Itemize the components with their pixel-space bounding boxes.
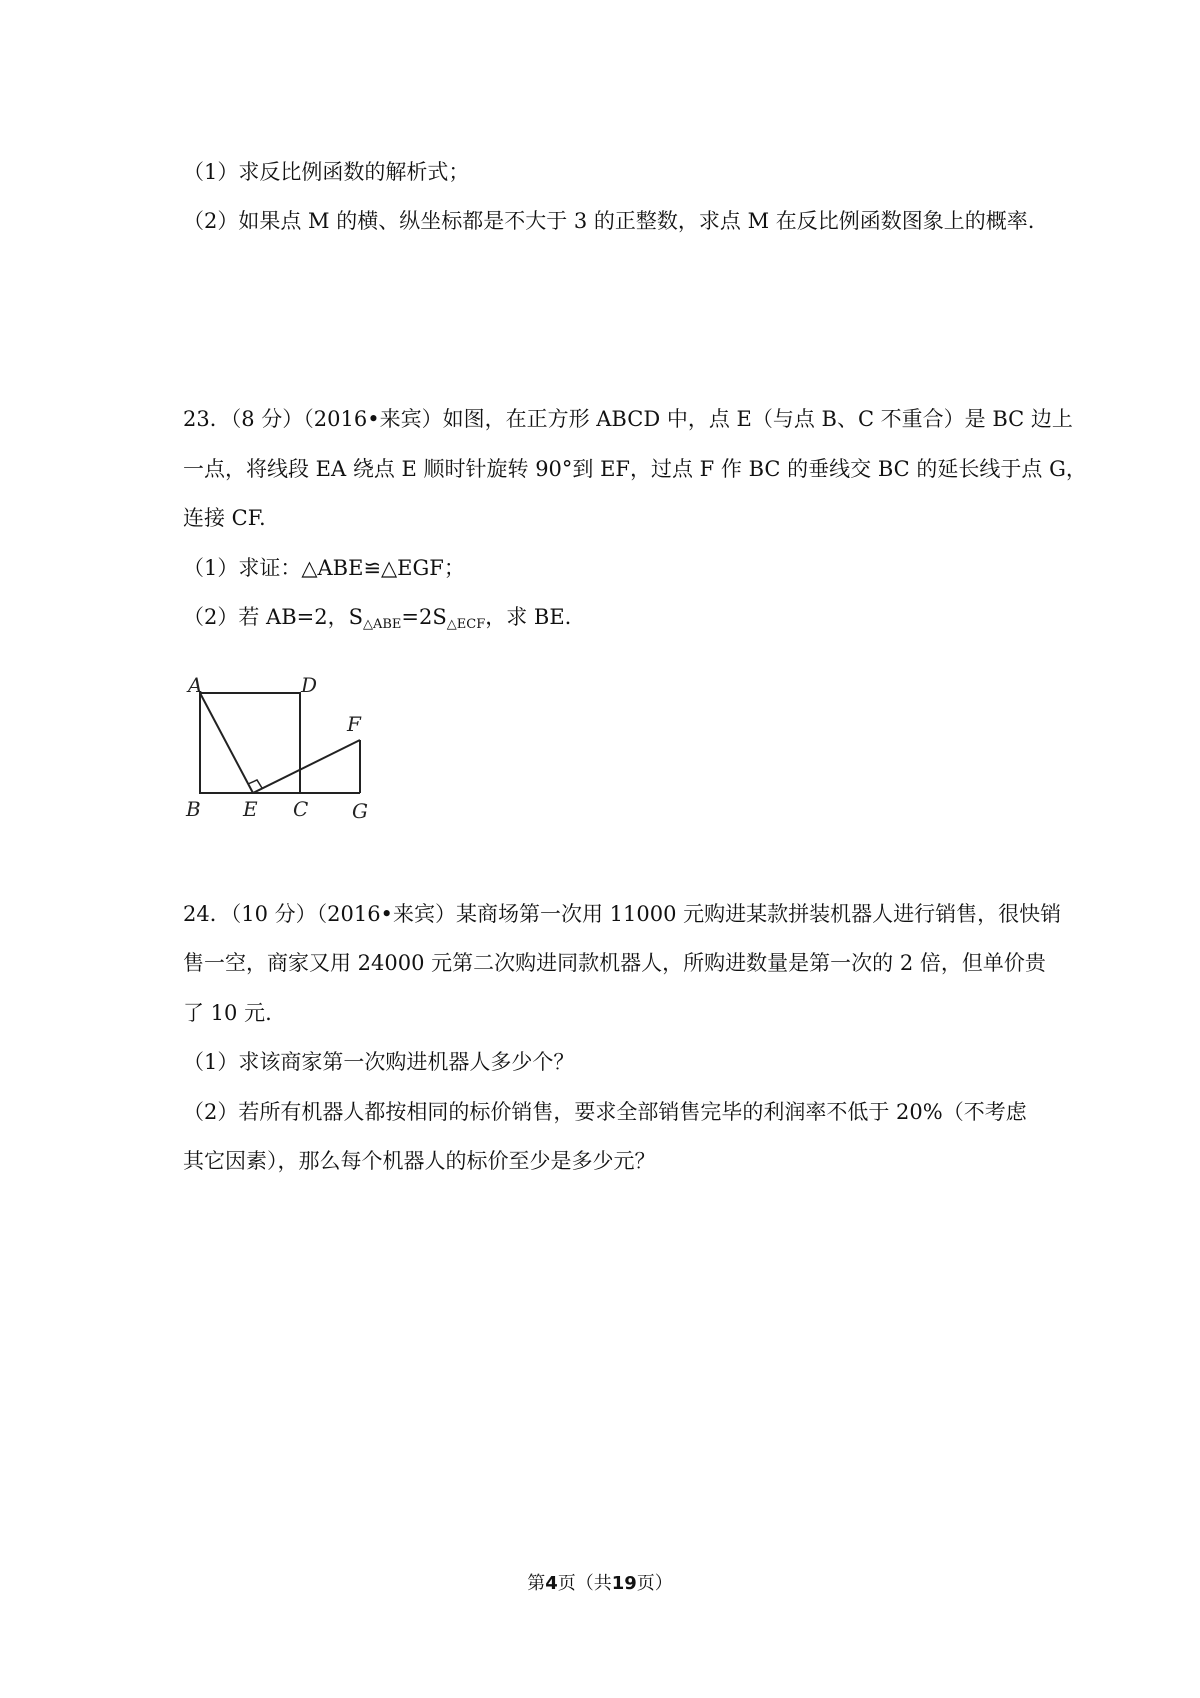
label-g: G [352, 799, 368, 820]
q24-part2-line2: 其它因素），那么每个机器人的标价至少是多少元？ [183, 1149, 656, 1173]
q23-part2 [183, 603, 571, 639]
label-d: D [301, 673, 318, 697]
footer-middle: 页（共 [557, 1573, 612, 1594]
footer-page-number: 4 [545, 1573, 558, 1594]
q23-part1: （1）求证：△ABE≌△EGF； [183, 556, 465, 580]
q22-part2: （2）如果点 M 的横、纵坐标都是不大于 3 的正整数，求点 M 在反比例函数图象上的概率. [183, 209, 1035, 233]
q24-stem-line2: 售一空，商家又用 24000 元第二次购进同款机器人，所购进数量是第一次的 2 倍，但单价贵 [183, 951, 1046, 975]
q23-stem-line1: 23．（8 分）（2016•来宾）如图，在正方形 ABCD 中，点 E（与点 B、C 不重合）是 BC 边上 [183, 407, 1073, 431]
q24-stem-line3: 了 10 元. [183, 1001, 272, 1025]
footer-suffix: 页） [636, 1573, 673, 1594]
geometry-figure [180, 670, 400, 820]
q23-stem-line2: 一点，将线段 EA 绕点 E 顺时针旋转 90°到 EF，过点 F 作 BC 的垂线交 BC 的延长线于点 G， [183, 457, 1087, 481]
q23-part2-suffix: ，求 BE. [485, 605, 572, 629]
label-f: F [347, 712, 361, 736]
label-c: C [293, 797, 309, 820]
q23-part2-sub1: △ABE [362, 617, 402, 632]
q22-part1: （1）求反比例函数的解析式； [183, 160, 470, 184]
q24-part1: （1）求该商家第一次购进机器人多少个？ [183, 1050, 575, 1074]
q24-part2-line1: （2）若所有机器人都按相同的标价销售，要求全部销售完毕的利润率不低于 20%（不考虑 [183, 1100, 1027, 1124]
q23-part2-prefix: （2）若 AB=2，S [183, 605, 363, 629]
segment-ef [253, 740, 360, 793]
page-footer [0, 1572, 1200, 1596]
label-e: E [243, 797, 258, 820]
q23-part2-mid: =2S [401, 605, 447, 629]
q24-stem-line1: 24．（10 分）（2016•来宾）某商场第一次用 11000 元购进某款拼装机器人进行销售，很快销 [183, 902, 1062, 926]
footer-total-pages: 19 [611, 1573, 637, 1594]
label-a: A [188, 673, 203, 697]
q23-stem-line3: 连接 CF. [183, 506, 266, 530]
footer-prefix: 第 [527, 1573, 546, 1594]
label-b: B [186, 797, 201, 820]
q23-part2-sub2: △ECF [446, 617, 486, 632]
segment-ae [200, 693, 253, 793]
